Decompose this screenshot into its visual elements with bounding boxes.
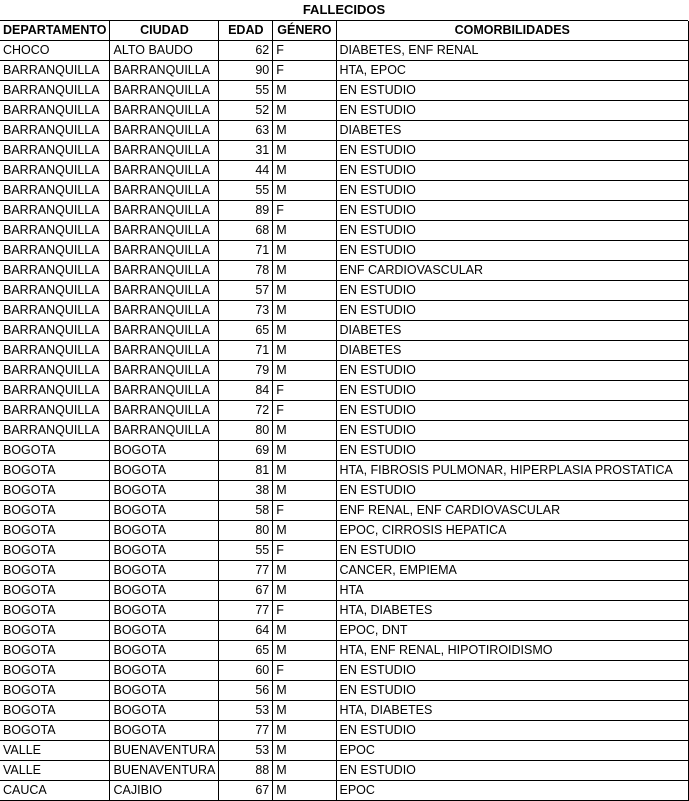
cell-comorbilidades[interactable]: EN ESTUDIO (336, 161, 689, 181)
cell-ciudad[interactable]: BUENAVENTURA (110, 741, 219, 761)
cell-genero[interactable]: M (273, 221, 336, 241)
cell-genero[interactable]: M (273, 101, 336, 121)
table-row (0, 481, 689, 501)
table-row (0, 461, 689, 481)
cell-comorbilidades[interactable]: EPOC (336, 741, 689, 761)
cell-departamento[interactable]: BARRANQUILLA (0, 181, 110, 201)
table-row (0, 221, 689, 241)
cell-edad[interactable]: 60 (219, 661, 273, 681)
header-ciudad: CIUDAD (110, 21, 219, 41)
table-row (0, 781, 689, 801)
cell-edad[interactable]: 80 (219, 421, 273, 441)
cell-genero[interactable]: F (273, 661, 336, 681)
cell-ciudad[interactable]: BOGOTA (110, 581, 219, 601)
cell-edad[interactable]: 38 (219, 481, 273, 501)
cell-edad[interactable]: 55 (219, 81, 273, 101)
cell-ciudad[interactable]: BARRANQUILLA (110, 101, 219, 121)
cell-genero[interactable]: M (273, 481, 336, 501)
table-row (0, 341, 689, 361)
table-row (0, 561, 689, 581)
cell-ciudad[interactable]: BOGOTA (110, 701, 219, 721)
table-row (0, 41, 689, 61)
cell-genero[interactable]: M (273, 241, 336, 261)
cell-ciudad[interactable]: BOGOTA (110, 541, 219, 561)
cell-comorbilidades[interactable]: EN ESTUDIO (336, 721, 689, 741)
cell-ciudad[interactable]: BOGOTA (110, 641, 219, 661)
cell-genero[interactable]: M (273, 441, 336, 461)
cell-genero[interactable]: F (273, 541, 336, 561)
cell-departamento[interactable]: BOGOTA (0, 441, 110, 461)
cell-edad[interactable]: 57 (219, 281, 273, 301)
cell-departamento[interactable]: VALLE (0, 761, 110, 781)
table-row (0, 301, 689, 321)
cell-genero[interactable]: M (273, 301, 336, 321)
cell-departamento[interactable]: CAUCA (0, 781, 110, 801)
cell-edad[interactable]: 65 (219, 641, 273, 661)
cell-genero[interactable]: M (273, 621, 336, 641)
cell-departamento[interactable]: BOGOTA (0, 541, 110, 561)
cell-edad[interactable]: 81 (219, 461, 273, 481)
cell-ciudad[interactable]: BOGOTA (110, 441, 219, 461)
cell-genero[interactable]: M (273, 741, 336, 761)
cell-departamento[interactable]: VALLE (0, 741, 110, 761)
cell-edad[interactable]: 55 (219, 541, 273, 561)
cell-edad[interactable]: 72 (219, 401, 273, 421)
table-row (0, 321, 689, 341)
cell-comorbilidades[interactable]: EN ESTUDIO (336, 421, 689, 441)
cell-edad[interactable]: 71 (219, 341, 273, 361)
cell-ciudad[interactable]: BARRANQUILLA (110, 261, 219, 281)
cell-comorbilidades[interactable]: HTA, FIBROSIS PULMONAR, HIPERPLASIA PROSTATICA (336, 461, 689, 481)
table-row (0, 601, 689, 621)
cell-ciudad[interactable]: BARRANQUILLA (110, 361, 219, 381)
cell-comorbilidades[interactable]: DIABETES, ENF RENAL (336, 41, 689, 61)
table-row (0, 521, 689, 541)
table-row (0, 661, 689, 681)
cell-comorbilidades[interactable]: EPOC (336, 781, 689, 801)
cell-departamento[interactable]: BOGOTA (0, 721, 110, 741)
cell-comorbilidades[interactable]: EN ESTUDIO (336, 101, 689, 121)
cell-edad[interactable]: 62 (219, 41, 273, 61)
cell-edad[interactable]: 67 (219, 581, 273, 601)
cell-edad[interactable]: 63 (219, 121, 273, 141)
cell-departamento[interactable]: BOGOTA (0, 561, 110, 581)
cell-comorbilidades[interactable]: ENF RENAL, ENF CARDIOVASCULAR (336, 501, 689, 521)
sheet-title: FALLECIDOS (0, 0, 688, 21)
cell-departamento[interactable]: BARRANQUILLA (0, 421, 110, 441)
cell-comorbilidades[interactable]: HTA (336, 581, 689, 601)
cell-departamento[interactable]: BARRANQUILLA (0, 241, 110, 261)
cell-departamento[interactable]: BOGOTA (0, 601, 110, 621)
cell-ciudad[interactable]: BARRANQUILLA (110, 141, 219, 161)
header-comorbilidades: COMORBILIDADES (336, 21, 689, 41)
table-row (0, 621, 689, 641)
cell-comorbilidades[interactable]: CANCER, EMPIEMA (336, 561, 689, 581)
table-row (0, 701, 689, 721)
cell-comorbilidades[interactable]: EN ESTUDIO (336, 201, 689, 221)
cell-edad[interactable]: 73 (219, 301, 273, 321)
cell-edad[interactable]: 56 (219, 681, 273, 701)
cell-ciudad[interactable]: BOGOTA (110, 461, 219, 481)
cell-comorbilidades[interactable]: EN ESTUDIO (336, 381, 689, 401)
cell-departamento[interactable]: BARRANQUILLA (0, 381, 110, 401)
cell-departamento[interactable]: BARRANQUILLA (0, 81, 110, 101)
cell-edad[interactable]: 58 (219, 501, 273, 521)
cell-genero[interactable]: M (273, 641, 336, 661)
cell-edad[interactable]: 77 (219, 721, 273, 741)
table-row (0, 681, 689, 701)
cell-edad[interactable]: 84 (219, 381, 273, 401)
table-row (0, 101, 689, 121)
cell-comorbilidades[interactable]: EN ESTUDIO (336, 401, 689, 421)
table-row (0, 241, 689, 261)
cell-edad[interactable]: 79 (219, 361, 273, 381)
table-body (0, 41, 689, 801)
cell-departamento[interactable]: BOGOTA (0, 661, 110, 681)
cell-genero[interactable]: F (273, 41, 336, 61)
cell-departamento[interactable]: BARRANQUILLA (0, 161, 110, 181)
cell-comorbilidades[interactable]: ENF CARDIOVASCULAR (336, 261, 689, 281)
cell-genero[interactable]: M (273, 321, 336, 341)
cell-comorbilidades[interactable]: EN ESTUDIO (336, 221, 689, 241)
cell-departamento[interactable]: BOGOTA (0, 461, 110, 481)
cell-comorbilidades[interactable]: HTA, DIABETES (336, 601, 689, 621)
header-departamento: DEPARTAMENTO (0, 21, 110, 41)
cell-genero[interactable]: M (273, 781, 336, 801)
cell-genero[interactable]: M (273, 181, 336, 201)
cell-edad[interactable]: 65 (219, 321, 273, 341)
cell-genero[interactable]: F (273, 501, 336, 521)
cell-ciudad[interactable]: BARRANQUILLA (110, 161, 219, 181)
cell-departamento[interactable]: BARRANQUILLA (0, 101, 110, 121)
cell-ciudad[interactable]: BOGOTA (110, 661, 219, 681)
cell-departamento[interactable]: BARRANQUILLA (0, 361, 110, 381)
table-row (0, 741, 689, 761)
cell-comorbilidades[interactable]: EN ESTUDIO (336, 141, 689, 161)
cell-ciudad[interactable]: BARRANQUILLA (110, 181, 219, 201)
cell-ciudad[interactable]: BOGOTA (110, 561, 219, 581)
table-row (0, 281, 689, 301)
cell-departamento[interactable]: BOGOTA (0, 621, 110, 641)
cell-departamento[interactable]: BARRANQUILLA (0, 401, 110, 421)
cell-edad[interactable]: 69 (219, 441, 273, 461)
cell-edad[interactable]: 64 (219, 621, 273, 641)
cell-ciudad[interactable]: BARRANQUILLA (110, 221, 219, 241)
table-row (0, 201, 689, 221)
cell-edad[interactable]: 89 (219, 201, 273, 221)
cell-departamento[interactable]: BOGOTA (0, 521, 110, 541)
cell-genero[interactable]: M (273, 81, 336, 101)
cell-genero[interactable]: M (273, 761, 336, 781)
cell-departamento[interactable]: BOGOTA (0, 481, 110, 501)
table-row (0, 441, 689, 461)
cell-edad[interactable]: 71 (219, 241, 273, 261)
cell-ciudad[interactable]: BARRANQUILLA (110, 321, 219, 341)
cell-genero[interactable]: M (273, 581, 336, 601)
cell-ciudad[interactable]: BARRANQUILLA (110, 341, 219, 361)
cell-genero[interactable]: F (273, 381, 336, 401)
cell-genero[interactable]: M (273, 141, 336, 161)
cell-genero[interactable]: M (273, 561, 336, 581)
cell-genero[interactable]: M (273, 281, 336, 301)
cell-ciudad[interactable]: BARRANQUILLA (110, 421, 219, 441)
table-row (0, 181, 689, 201)
cell-departamento[interactable]: BARRANQUILLA (0, 221, 110, 241)
cell-departamento[interactable]: BARRANQUILLA (0, 61, 110, 81)
cell-edad[interactable]: 77 (219, 601, 273, 621)
header-edad: EDAD (219, 21, 273, 41)
cell-ciudad[interactable]: BOGOTA (110, 481, 219, 501)
cell-genero[interactable]: M (273, 521, 336, 541)
cell-genero[interactable]: M (273, 121, 336, 141)
cell-ciudad[interactable]: BOGOTA (110, 621, 219, 641)
cell-comorbilidades[interactable]: EN ESTUDIO (336, 661, 689, 681)
cell-genero[interactable]: M (273, 681, 336, 701)
cell-ciudad[interactable]: BARRANQUILLA (110, 301, 219, 321)
cell-ciudad[interactable]: CAJIBIO (110, 781, 219, 801)
cell-genero[interactable]: M (273, 461, 336, 481)
cell-comorbilidades[interactable]: EN ESTUDIO (336, 301, 689, 321)
cell-departamento[interactable]: BARRANQUILLA (0, 201, 110, 221)
cell-departamento[interactable]: BOGOTA (0, 581, 110, 601)
cell-comorbilidades[interactable]: EN ESTUDIO (336, 761, 689, 781)
cell-departamento[interactable]: BOGOTA (0, 701, 110, 721)
cell-edad[interactable]: 80 (219, 521, 273, 541)
cell-departamento[interactable]: BARRANQUILLA (0, 141, 110, 161)
cell-edad[interactable]: 52 (219, 101, 273, 121)
cell-ciudad[interactable]: BOGOTA (110, 521, 219, 541)
cell-departamento[interactable]: BOGOTA (0, 641, 110, 661)
cell-ciudad[interactable]: BARRANQUILLA (110, 241, 219, 261)
table-row (0, 361, 689, 381)
cell-departamento[interactable]: BOGOTA (0, 681, 110, 701)
cell-ciudad[interactable]: BOGOTA (110, 721, 219, 741)
cell-ciudad[interactable]: BARRANQUILLA (110, 201, 219, 221)
fallecidos-table (0, 21, 689, 801)
cell-comorbilidades[interactable]: EN ESTUDIO (336, 481, 689, 501)
cell-edad[interactable]: 53 (219, 741, 273, 761)
table-row (0, 501, 689, 521)
header-row (0, 21, 689, 41)
cell-edad[interactable]: 53 (219, 701, 273, 721)
cell-genero[interactable]: M (273, 721, 336, 741)
cell-comorbilidades[interactable]: HTA, ENF RENAL, HIPOTIROIDISMO (336, 641, 689, 661)
cell-comorbilidades[interactable]: DIABETES (336, 341, 689, 361)
cell-genero[interactable]: M (273, 361, 336, 381)
cell-genero[interactable]: F (273, 401, 336, 421)
cell-comorbilidades[interactable]: EN ESTUDIO (336, 441, 689, 461)
cell-comorbilidades[interactable]: EN ESTUDIO (336, 541, 689, 561)
cell-comorbilidades[interactable]: EN ESTUDIO (336, 241, 689, 261)
cell-departamento[interactable]: BARRANQUILLA (0, 281, 110, 301)
header-genero: GÉNERO (273, 21, 336, 41)
cell-edad[interactable]: 67 (219, 781, 273, 801)
cell-genero[interactable]: M (273, 421, 336, 441)
cell-comorbilidades[interactable]: DIABETES (336, 321, 689, 341)
table-row (0, 121, 689, 141)
cell-edad[interactable]: 88 (219, 761, 273, 781)
table-row (0, 421, 689, 441)
cell-departamento[interactable]: BARRANQUILLA (0, 261, 110, 281)
cell-ciudad[interactable]: BARRANQUILLA (110, 401, 219, 421)
cell-comorbilidades[interactable]: HTA, EPOC (336, 61, 689, 81)
cell-comorbilidades[interactable]: HTA, DIABETES (336, 701, 689, 721)
cell-edad[interactable]: 90 (219, 61, 273, 81)
table-row (0, 541, 689, 561)
cell-edad[interactable]: 31 (219, 141, 273, 161)
cell-ciudad[interactable]: BARRANQUILLA (110, 61, 219, 81)
cell-edad[interactable]: 55 (219, 181, 273, 201)
cell-comorbilidades[interactable]: EPOC, CIRROSIS HEPATICA (336, 521, 689, 541)
cell-genero[interactable]: M (273, 261, 336, 281)
cell-departamento[interactable]: BOGOTA (0, 501, 110, 521)
cell-edad[interactable]: 78 (219, 261, 273, 281)
cell-departamento[interactable]: BARRANQUILLA (0, 341, 110, 361)
table-row (0, 401, 689, 421)
cell-comorbilidades[interactable]: EN ESTUDIO (336, 181, 689, 201)
cell-edad[interactable]: 77 (219, 561, 273, 581)
table-row (0, 721, 689, 741)
table-row (0, 581, 689, 601)
cell-edad[interactable]: 68 (219, 221, 273, 241)
cell-ciudad[interactable]: BUENAVENTURA (110, 761, 219, 781)
table-row (0, 761, 689, 781)
cell-genero[interactable]: M (273, 701, 336, 721)
cell-comorbilidades[interactable]: EN ESTUDIO (336, 81, 689, 101)
table-row (0, 641, 689, 661)
table-row (0, 381, 689, 401)
cell-comorbilidades[interactable]: EN ESTUDIO (336, 681, 689, 701)
cell-genero[interactable]: F (273, 61, 336, 81)
cell-edad[interactable]: 44 (219, 161, 273, 181)
cell-ciudad[interactable]: BARRANQUILLA (110, 121, 219, 141)
cell-ciudad[interactable]: BOGOTA (110, 601, 219, 621)
cell-departamento[interactable]: BARRANQUILLA (0, 121, 110, 141)
table-row (0, 81, 689, 101)
cell-genero[interactable]: M (273, 341, 336, 361)
cell-ciudad[interactable]: BARRANQUILLA (110, 281, 219, 301)
table-row (0, 141, 689, 161)
cell-comorbilidades[interactable]: EPOC, DNT (336, 621, 689, 641)
table-row (0, 61, 689, 81)
cell-ciudad[interactable]: BARRANQUILLA (110, 81, 219, 101)
cell-genero[interactable]: M (273, 161, 336, 181)
cell-ciudad[interactable]: BOGOTA (110, 501, 219, 521)
cell-comorbilidades[interactable]: EN ESTUDIO (336, 361, 689, 381)
table-row (0, 161, 689, 181)
cell-ciudad[interactable]: ALTO BAUDO (110, 41, 219, 61)
cell-departamento[interactable]: CHOCO (0, 41, 110, 61)
cell-ciudad[interactable]: BOGOTA (110, 681, 219, 701)
cell-ciudad[interactable]: BARRANQUILLA (110, 381, 219, 401)
cell-departamento[interactable]: BARRANQUILLA (0, 321, 110, 341)
cell-comorbilidades[interactable]: EN ESTUDIO (336, 281, 689, 301)
cell-genero[interactable]: F (273, 601, 336, 621)
cell-comorbilidades[interactable]: DIABETES (336, 121, 689, 141)
cell-departamento[interactable]: BARRANQUILLA (0, 301, 110, 321)
cell-genero[interactable]: F (273, 201, 336, 221)
table-row (0, 261, 689, 281)
